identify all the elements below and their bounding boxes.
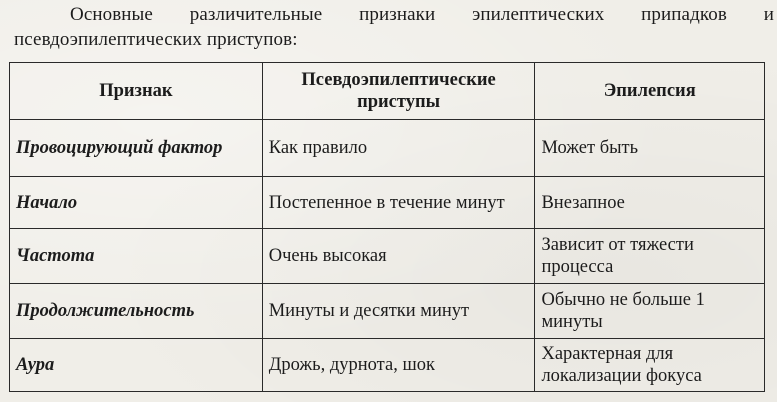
comparison-table — [9, 62, 765, 392]
pseudo-cell: Очень высокая — [262, 229, 535, 284]
table-row — [10, 177, 765, 229]
pseudo-cell: Постепенное в течение минут — [262, 177, 535, 229]
pseudo-cell: Минуты и десятки минут — [262, 284, 535, 339]
feature-cell: Частота — [10, 229, 263, 284]
epilepsy-cell: Характерная для локализации фокуса — [535, 339, 765, 392]
table-row — [10, 339, 765, 392]
pseudo-cell: Как правило — [262, 120, 535, 177]
epilepsy-cell: Обычно не больше 1 минуты — [535, 284, 765, 339]
table-row — [10, 229, 765, 284]
table-row — [10, 284, 765, 339]
feature-cell: Аура — [10, 339, 263, 392]
table-header-row — [10, 63, 765, 120]
epilepsy-cell: Может быть — [535, 120, 765, 177]
epilepsy-cell: Зависит от тяжести процесса — [535, 229, 765, 284]
table-row — [10, 120, 765, 177]
feature-cell: Продолжительность — [10, 284, 263, 339]
intro-paragraph: Основные различительные признаки эпилептических припадков и псевдоэпилептических приступов: — [14, 4, 774, 50]
feature-cell: Провоцирующий фактор — [10, 120, 263, 177]
epilepsy-cell: Внезапное — [535, 177, 765, 229]
feature-cell: Начало — [10, 177, 263, 229]
pseudo-cell: Дрожь, дурнота, шок — [262, 339, 535, 392]
header-feature: Признак — [10, 63, 263, 120]
header-epilepsy: Эпилепсия — [535, 63, 765, 120]
header-pseudo-seizures: Псевдоэпилептические приступы — [262, 63, 535, 120]
